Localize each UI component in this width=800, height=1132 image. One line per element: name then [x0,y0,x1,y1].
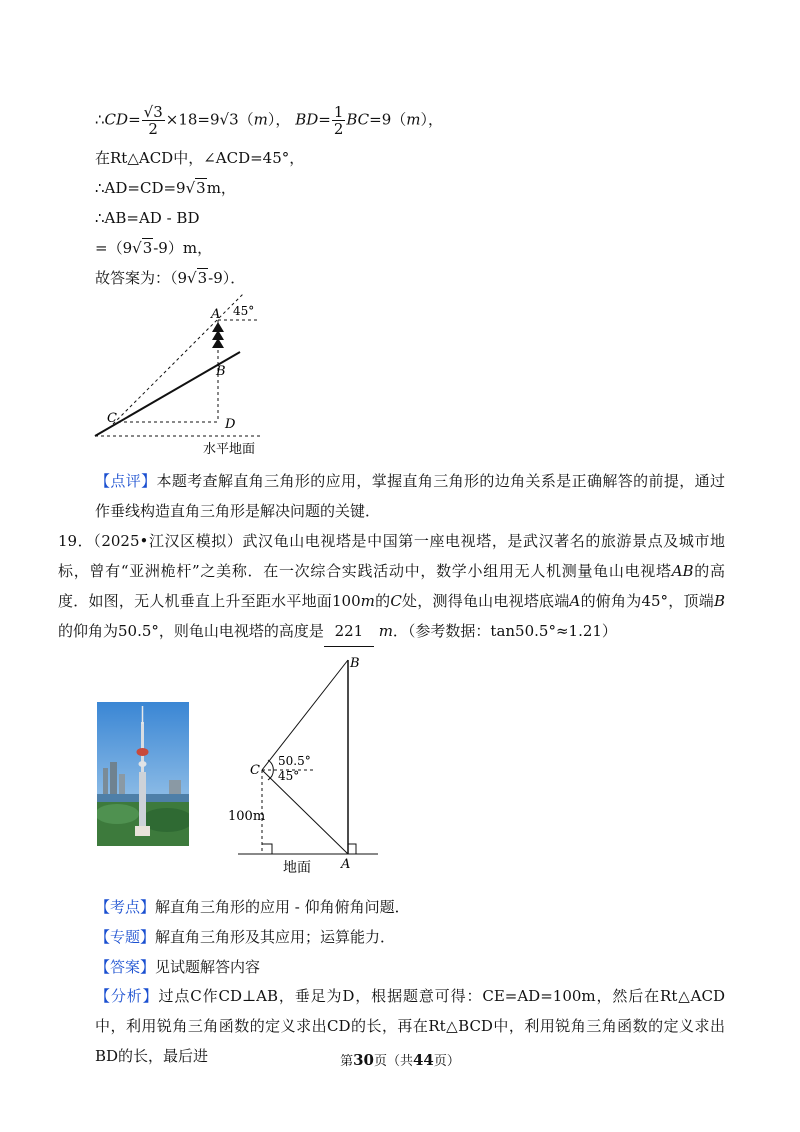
figure-2-diagram [228,652,388,878]
fig1-label-d: D [225,417,236,432]
solution-line-2: 在Rt△ACD中，∠ACD=45°， [95,149,305,167]
fig2-ground-label: 地面 [283,860,311,876]
answer-blank: 221 [324,616,374,647]
fig1-angle: 45° [233,304,255,318]
comment-tag: 【点评】 [95,472,157,490]
figure-1-diagram [85,290,275,460]
solution-line-4: ∴AB=AD - BD [95,209,200,227]
analysis-paragraph: 【分析】过点C作CD⊥AB，垂足为D，根据题意可得：CE=AD=100m，然后在Rt△ACD中，利用锐角三角函数的定义求出CD的长，再在Rt△BCD中，利用锐角三角函数的定义求出BD的长，最后进 [95,987,725,1065]
note-daan: 【答案】见试题解答内容 [95,958,261,976]
fig2-label-b: B [350,656,360,671]
fig1-label-b: B [216,364,226,379]
solution-line-3: ∴AD=CD=9√3m， [95,179,236,197]
fig1-label-a: A [211,307,221,322]
fig2-label-c: C [250,763,260,778]
fig1-ground-label: 水平地面 [203,442,256,457]
fraction-half: $\frac{1}{2}$ [333,103,344,138]
fig2-angle-down: 45° [278,769,300,783]
question-19: 19．（2025•江汉区模拟）武汉龟山电视塔是中国第一座电视塔，是武汉著名的旅游景点及城市地标，曾有“亚洲桅杆”之美称．在一次综合实践活动中，数学小组用无人机测量龟山电视塔AB的高度．如图，无人机垂直上升至距水平地面100m的C处，测得龟山电视塔底端A的俯角为45°，顶端B的仰角为50.5°，则龟山电视塔的高度是 221 m．（参考数据：tan50.5°≈1.21） [58,526,725,647]
fig2-label-a: A [341,857,351,872]
page-footer: 第30页（共44页） [340,1051,460,1069]
note-kaodian: 【考点】解直角三角形的应用 - 仰角俯角问题． [95,898,410,916]
note-zhuanti: 【专题】解直角三角形及其应用；运算能力． [95,928,396,946]
analysis-tag: 【分析】 [95,987,159,1005]
fig2-angle-up: 50.5° [278,754,311,768]
comment-paragraph: 【点评】本题考查解直角三角形的应用，掌握直角三角形的边角关系是正确解答的前提，通过作垂线构造直角三角形是解决问题的关键． [95,472,725,520]
tv-tower-photo [97,702,189,846]
fig1-label-c: C [107,411,117,426]
fraction-sqrt3-over-2: $\frac{√3}{2}$ [143,103,163,138]
fig2-height-label: 100m [228,809,266,824]
solution-line-1: ∴CD= $\frac{√3}{2}$ ×18=9√3（m）， BD= $\frac{1}{2}$ BC=9（m）， [95,103,444,138]
solution-line-5: =（9√3-9）m， [95,239,213,257]
solution-line-6: 故答案为：（9√3-9）． [95,269,246,287]
